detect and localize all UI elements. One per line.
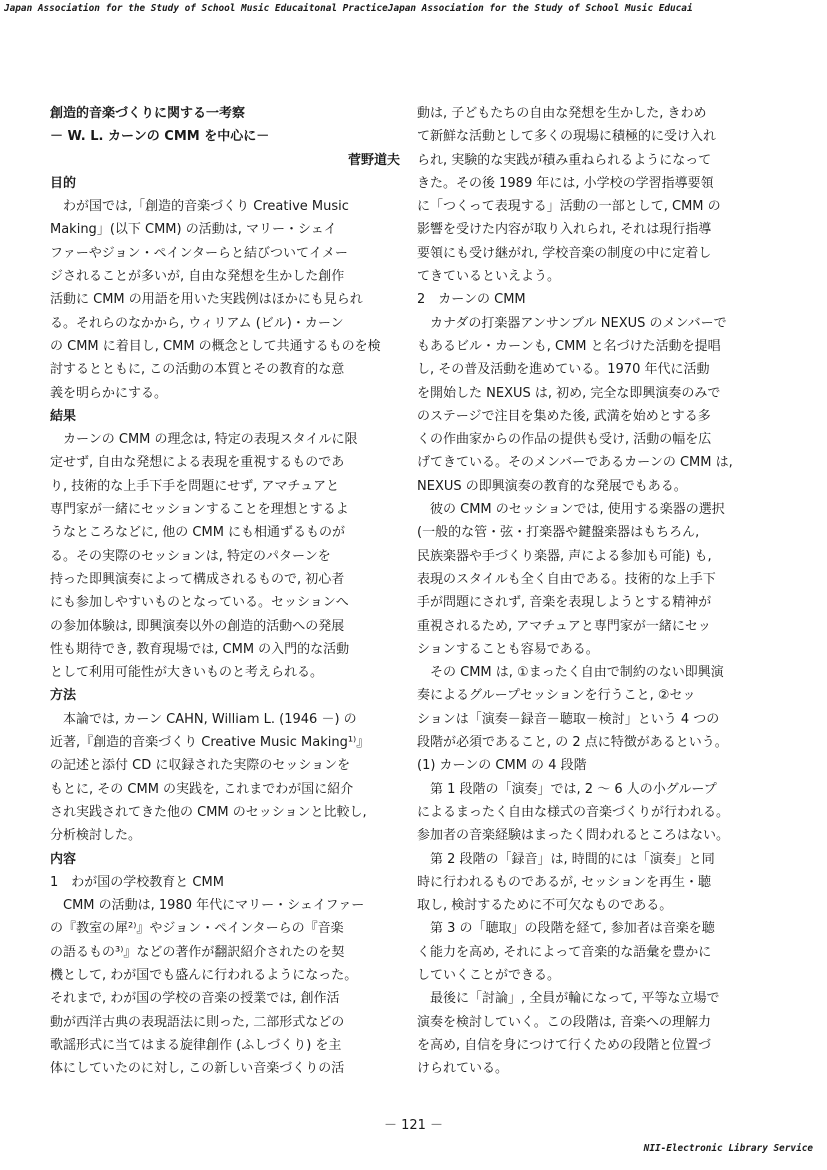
text-line: 近著,『創造的音楽づくり Creative Music Making¹⁾』	[50, 735, 370, 751]
article-subtitle: － W. L. カーンの CMM を中心に－	[50, 129, 270, 145]
text-line: 重視されるため, アマチュアと専門家が一緒にセッ	[417, 618, 711, 634]
page-number: － 121 －	[383, 1118, 444, 1133]
text-line: (一般的な管・弦・打楽器や鍵盤楽器はもちろん,	[417, 525, 700, 541]
section-heading-method: 方法	[50, 688, 77, 704]
text-line: 最後に「討論」, 全員が輪になって, 平等な立場で	[430, 991, 720, 1007]
right-column	[417, 102, 777, 1080]
text-line: 奏によるグループセッションを行うこと, ②セッ	[417, 688, 696, 704]
text-line: げてきている。そのメンバーであるカーンの CMM は,	[417, 455, 733, 471]
text-line: それまで, わが国の学校の音楽の授業では, 創作活	[50, 991, 340, 1007]
text-line: CMM の活動は, 1980 年代にマリー・シェイファー	[63, 898, 365, 914]
text-line: 時に行われるものであるが, セッションを再生・聴	[417, 874, 712, 890]
text-line: る。それらのなかから, ウィリアム (ビル)・カーン	[50, 315, 344, 331]
text-line: てきているといえよう。	[417, 269, 561, 285]
subsection-heading: 2 カーンの CMM	[417, 292, 526, 308]
text-line: を開始した NEXUS は, 初め, 完全な即興演奏のみで	[417, 385, 721, 401]
text-line: ションすることも容易である。	[417, 641, 599, 657]
text-line: けられている。	[417, 1061, 509, 1077]
text-line: 彼の CMM のセッションでは, 使用する楽器の選択	[430, 502, 725, 518]
text-line: カーンの CMM の理念は, 特定の表現スタイルに限	[63, 432, 358, 448]
text-line: ションは「演奏－録音－聴取－検討」という 4 つの	[417, 711, 720, 727]
text-line: し, その普及活動を進めている。1970 年代に活動	[417, 362, 710, 378]
text-line: の語るもの³⁾』などの著作が翻訳紹介されたのを契	[50, 944, 345, 960]
text-line: 性も期待でき, 教育現場では, CMM の入門的な活動	[50, 641, 350, 657]
text-line: 分析検討した。	[50, 828, 142, 844]
text-line: として利用可能性が大きいものと考えられる。	[50, 665, 324, 681]
text-line: によるまったく自由な様式の音楽づくりが行われる。	[417, 804, 730, 820]
text-line: され実践されてきた他の CMM のセッションと比較し,	[50, 804, 367, 820]
text-line: の CMM に着目し, CMM の概念として共通するものを検	[50, 338, 381, 354]
text-line: もあるビル・カーンも, CMM と名づけた活動を提唱	[417, 338, 721, 354]
text-line: にも参加しやすいものとなっている。セッションへ	[50, 595, 349, 611]
footer-banner: NII-Electronic Library Service	[643, 1143, 813, 1154]
section-heading-results: 結果	[50, 408, 77, 424]
text-line: もとに, その CMM の実践を, これまでわが国に紹介	[50, 781, 354, 797]
text-line: の参加体験は, 即興演奏以外の創造的活動への発展	[50, 618, 345, 634]
text-line: 参加者の音楽経験はまったく問われるところはない。	[417, 828, 730, 844]
text-line: 体にしていたのに対し, この新しい音楽づくりの活	[50, 1061, 345, 1077]
text-line: 持った即興演奏によって構成されるもので, 初心者	[50, 571, 345, 587]
text-line: 取し, 検討するために不可欠なものである。	[417, 898, 673, 914]
text-line: 機として, わが国でも盛んに行われるようになった。	[50, 967, 358, 983]
text-line: うなところなどに, 他の CMM にも相通ずるものが	[50, 525, 346, 541]
text-line: を高め, 自信を身につけて行くための段階と位置づ	[417, 1037, 712, 1053]
text-line: に「つくって表現する」活動の一部として, CMM の	[417, 199, 721, 215]
text-line: 段階が必須であること, の 2 点に特徴があるという。	[417, 735, 728, 751]
text-line: カナダの打楽器アンサンブル NEXUS のメンバーで	[430, 315, 727, 331]
text-line: Making」(以下 CMM) の活動は, マリー・シェイ	[50, 222, 337, 238]
text-line: り, 技術的な上手下手を問題にせず, アマチュアと	[50, 478, 340, 494]
text-line: ファーやジョン・ペインターらと結びついてイメー	[50, 245, 348, 261]
text-line: していくことができる。	[417, 967, 561, 983]
left-column	[50, 102, 402, 1080]
text-line: る。その実際のセッションは, 特定のパターンを	[50, 548, 331, 564]
text-line: その CMM は, ①まったく自由で制約のない即興演	[430, 665, 724, 681]
text-line: きた。その後 1989 年には, 小学校の学習指導要領	[417, 175, 714, 191]
text-line: の『教室の犀²⁾』やジョン・ペインターらの『音楽	[50, 921, 344, 937]
text-line: く能力を高め, それによって音楽的な語彙を豊かに	[417, 944, 712, 960]
text-line: 手が問題にされず, 音楽を表現しようとする精神が	[417, 595, 712, 611]
section-heading-contents: 内容	[50, 851, 77, 867]
text-line: ジされることが多いが, 自由な発想を生かした創作	[50, 269, 345, 285]
text-line: 動が西洋古典の表現語法に則った, 二部形式などの	[50, 1014, 345, 1030]
text-line: 討するとともに, この活動の本質とその教育的な意	[50, 362, 345, 378]
text-line: のステージで注目を集めた後, 武満を始めとする多	[417, 408, 711, 424]
text-line: 動は, 子どもたちの自由な発想を生かした, きわめ	[417, 106, 707, 121]
text-line: くの作曲家からの作品の提供も受け, 活動の幅を広	[417, 432, 712, 448]
author-name: 菅野道夫	[347, 152, 400, 168]
text-line: 要領にも受け継がれ, 学校音楽の制度の中に定着し	[417, 245, 712, 261]
text-line: の記述と添付 CD に収録された実際のセッションを	[50, 758, 351, 774]
text-line: 演奏を検討していく。この段階は, 音楽への理解力	[417, 1014, 712, 1030]
text-line: 民族楽器や手づくり楽器, 声による参加も可能) も,	[417, 548, 712, 564]
text-line: 第 1 段階の「演奏」では, 2 ～ 6 人の小グループ	[430, 781, 717, 797]
text-line: 義を明らかにする。	[50, 385, 168, 401]
text-line: 歌謡形式に当てはまる旋律創作 (ふしづくり) を主	[50, 1037, 342, 1053]
subsection-heading: 1 わが国の学校教育と CMM	[50, 874, 224, 890]
subsection-heading: (1) カーンの CMM の 4 段階	[417, 758, 587, 774]
text-line: 表現のスタイルも全く自由である。技術的な上手下	[417, 571, 716, 587]
text-line: 第 3 の「聴取」の段階を経て, 参加者は音楽を聴	[430, 921, 715, 937]
section-heading-purpose: 目的	[50, 175, 77, 191]
text-line: 第 2 段階の「録音」は, 時間的には「演奏」と同	[430, 851, 715, 867]
header-banner: Japan Association for the Study of School Music Educaitonal PracticeJapan Association for the Study of School Music Educai	[4, 3, 693, 14]
text-line: 活動に CMM の用語を用いた実践例はほかにも見られ	[50, 292, 363, 308]
text-line: られ, 実験的な実践が積み重ねられるようになって	[417, 152, 712, 168]
text-line: NEXUS の即興演奏の教育的な発展でもある。	[417, 478, 687, 494]
text-line: 影響を受けた内容が取り入れられ, それは現行指導	[417, 222, 712, 238]
article-title: 創造的音楽づくりに関する一考察	[50, 106, 246, 121]
text-line: 本論では, カーン CAHN, William L. (1946 －) の	[63, 711, 357, 727]
text-line: 定せず, 自由な発想による表現を重視するものであ	[50, 455, 345, 471]
text-line: わが国では,「創造的音楽づくり Creative Music	[63, 199, 349, 215]
text-line: 専門家が一緒にセッションすることを理想とするよ	[50, 502, 349, 518]
text-line: て新鮮な活動として多くの現場に積極的に受け入れ	[417, 129, 717, 145]
